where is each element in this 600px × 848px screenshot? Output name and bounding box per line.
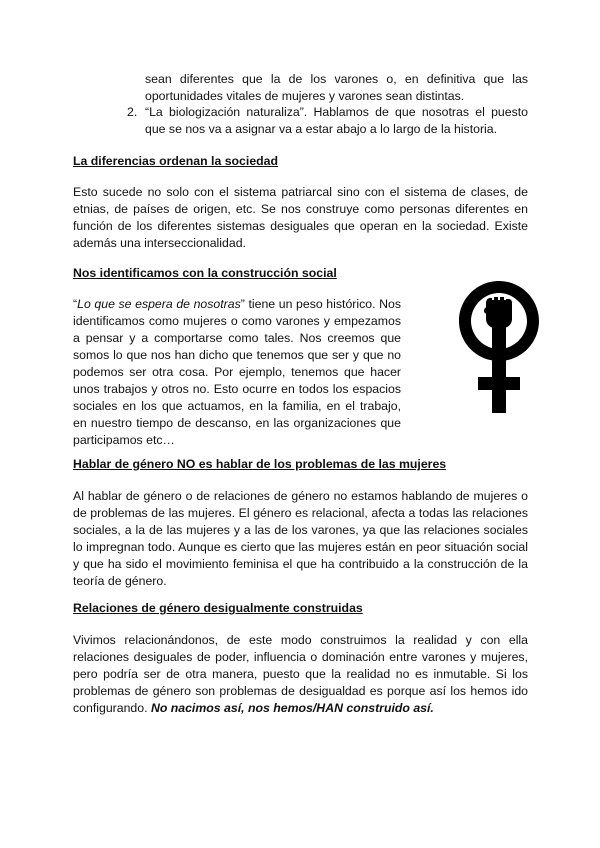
quote-text: Lo que se espera de nosotras	[77, 297, 241, 311]
section-body-genero: Al hablar de género o de relaciones de género no estamos hablando de mujeres o de problemas de las mujeres. El género es relacional, afecta a todas las relaciones sociales, a la de las mujeres y a las de los varones, ya que las relaciones sociales lo impregnan todo. Aunque es cierto que las mujeres están en peor situación social y que ha sido el movimiento feminisa el que ha contribuido a la construcción de la teoría de género.	[73, 489, 528, 588]
section-heading-diferencias: La diferencias ordenan la sociedad	[73, 154, 279, 168]
section-body-relaciones	[73, 632, 528, 717]
section-body-diferencias: Esto sucede no solo con el sistema patriarcal sino con el sistema de clases, de etnias, de países de origen, etc. Se nos construye como personas diferentes en función de los diferentes sistemas desiguales que operan en la sociedad. Existe además una interseccionalidad.	[73, 185, 528, 250]
quote-close-mark: ”	[240, 297, 245, 311]
section-body-text: Vivimos relacionándonos, de este modo construimos la realidad y con ella relaciones desiguales de poder, influencia o dominación entre varones y mujeres, pero podría ser de otra manera, puesto que la realidad no es inmutable. Si los problemas de género son problemas de desigualdad es porque así los hemos ido configurando.	[73, 633, 528, 715]
emphasis-text: No nacimos así, nos hemos/HAN construido así.	[150, 701, 434, 715]
section-heading-construccion: Nos identificamos con la construcción social	[73, 266, 337, 280]
list-item-2	[127, 104, 528, 138]
quote-open-mark: “	[73, 297, 78, 311]
list-number: 2.	[127, 105, 138, 119]
list-item-continuation: sean diferentes que la de los varones o, en definitiva que las oportunidades vitales de mujeres y varones sean distintas.	[145, 72, 528, 103]
section-heading-relaciones: Relaciones de género desigualmente construidas	[73, 601, 363, 615]
section-body-text: tiene un peso histórico. Nos identificamos como mujeres o como varones y empezamos a pensar y a comportarse como tales. Nos creemos que somos lo que nos han dicho que tenemos que ser y que no podemos ser otra cosa. Por ejemplo, tenemos que hacer unos trabajos y otros no. Esto ocurre en todos los espacios sociales en los que actuamos, en la familia, en el trabajo, en nuestro tiempo de descanso, en las organizaciones que participamos etc…	[73, 297, 401, 447]
list-item-text: “La biologización naturaliza”. Hablamos de que nosotras el puesto que se nos va a asignar va a estar abajo a lo largo de la historia.	[145, 105, 528, 136]
feminist-fist-venus-icon	[459, 281, 539, 413]
section-heading-genero: Hablar de género NO es hablar de los problemas de las mujeres	[73, 457, 447, 471]
section-body-construccion	[73, 296, 401, 449]
